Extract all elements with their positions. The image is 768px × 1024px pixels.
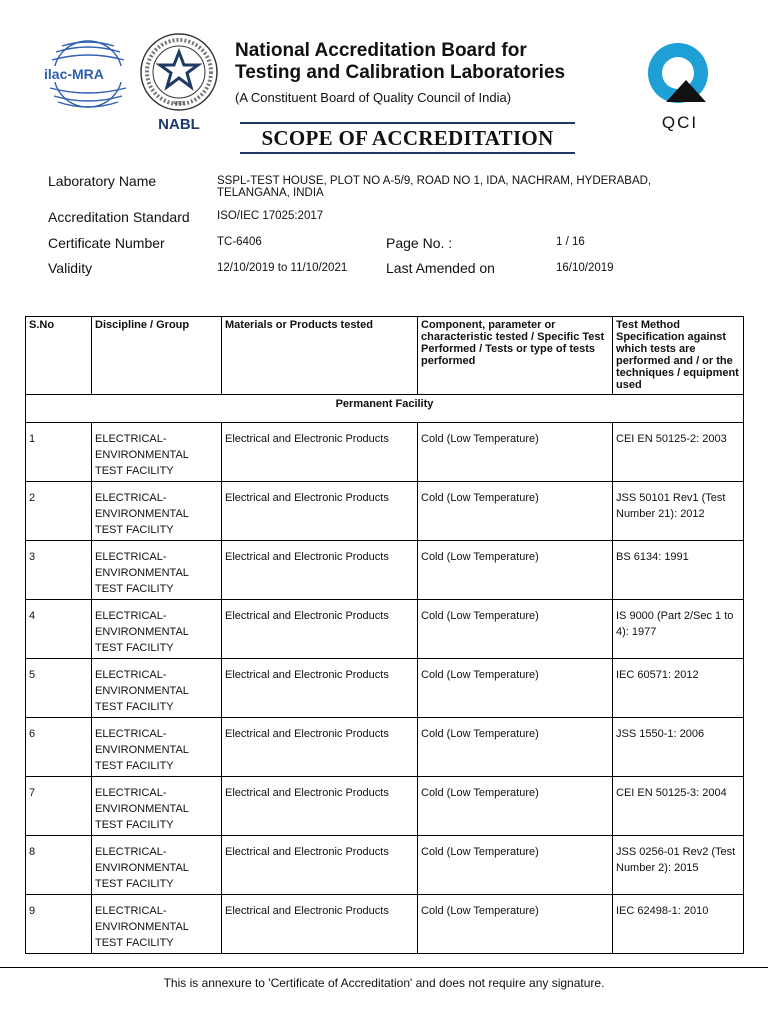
board-title-line1: National Accreditation Board for (235, 40, 527, 61)
certificate-label: Certificate Number (48, 235, 165, 251)
table-row (26, 541, 744, 600)
page-label: Page No. : (386, 235, 453, 251)
nabl-logo-text: NABL (158, 116, 200, 133)
cell-component: Cold (Low Temperature) (418, 659, 613, 718)
amended-value: 16/10/2019 (556, 262, 614, 274)
cell-group: ELECTRICAL-ENVIRONMENTAL TEST FACILITY (92, 659, 222, 718)
lab-name-line2: TELANGANA, INDIA (217, 187, 324, 199)
cell-sno: 3 (26, 541, 92, 600)
cell-group: ELECTRICAL-ENVIRONMENTAL TEST FACILITY (92, 541, 222, 600)
cell-sno: 7 (26, 777, 92, 836)
nabl-logo (138, 32, 220, 134)
cell-component: Cold (Low Temperature) (418, 718, 613, 777)
cell-sno: 4 (26, 600, 92, 659)
cell-group: ELECTRICAL-ENVIRONMENTAL TEST FACILITY (92, 482, 222, 541)
amended-label: Last Amended on (386, 260, 495, 276)
ilac-mra-logo (38, 38, 128, 110)
board-title-line2: Testing and Calibration Laboratories (235, 62, 566, 83)
table-row (26, 895, 744, 954)
footer-note: This is annexure to 'Certificate of Accreditation' and does not require any signature. (163, 976, 605, 990)
cell-component: Cold (Low Temperature) (418, 482, 613, 541)
table-row (26, 718, 744, 777)
cell-component: Cold (Low Temperature) (418, 423, 613, 482)
footer-divider (0, 967, 768, 968)
standard-label: Accreditation Standard (48, 209, 190, 225)
board-subtitle: (A Constituent Board of Quality Council of India) (235, 90, 512, 105)
cell-group: ELECTRICAL-ENVIRONMENTAL TEST FACILITY (92, 718, 222, 777)
scope-table (25, 316, 744, 954)
cell-group: ELECTRICAL-ENVIRONMENTAL TEST FACILITY (92, 777, 222, 836)
cell-component: Cold (Low Temperature) (418, 600, 613, 659)
cell-method: BS 6134: 1991 (613, 541, 744, 600)
cell-method: JSS 0256-01 Rev2 (Test Number 2): 2015 (613, 836, 744, 895)
cell-component: Cold (Low Temperature) (418, 895, 613, 954)
cell-sno: 6 (26, 718, 92, 777)
table-row (26, 600, 744, 659)
cell-group: ELECTRICAL-ENVIRONMENTAL TEST FACILITY (92, 600, 222, 659)
cell-group: ELECTRICAL-ENVIRONMENTAL TEST FACILITY (92, 895, 222, 954)
table-row (26, 836, 744, 895)
cell-material: Electrical and Electronic Products (222, 836, 418, 895)
cell-material: Electrical and Electronic Products (222, 423, 418, 482)
cell-material: Electrical and Electronic Products (222, 777, 418, 836)
table-row (26, 482, 744, 541)
cell-method: IEC 60571: 2012 (613, 659, 744, 718)
cell-material: Electrical and Electronic Products (222, 895, 418, 954)
cell-material: Electrical and Electronic Products (222, 541, 418, 600)
lab-name-value (217, 175, 651, 199)
cell-method: JSS 50101 Rev1 (Test Number 21): 2012 (613, 482, 744, 541)
table-row (26, 423, 744, 482)
cell-sno: 2 (26, 482, 92, 541)
cell-group: ELECTRICAL-ENVIRONMENTAL TEST FACILITY (92, 836, 222, 895)
lab-name-label: Laboratory Name (48, 173, 157, 189)
cell-sno: 8 (26, 836, 92, 895)
validity-value: 12/10/2019 to 11/10/2021 (217, 262, 348, 274)
header-materials: Materials or Products tested (222, 317, 418, 395)
board-title (235, 40, 635, 84)
cell-component: Cold (Low Temperature) (418, 777, 613, 836)
cell-method: IEC 62498-1: 2010 (613, 895, 744, 954)
header-component: Component, parameter or characteristic tested / Specific Test Performed / Tests or type of tests performed (418, 317, 613, 395)
ilac-logo-text: ilac-MRA (44, 66, 104, 82)
cell-material: Electrical and Electronic Products (222, 600, 418, 659)
cell-sno: 1 (26, 423, 92, 482)
cell-method: CEI EN 50125-2: 2003 (613, 423, 744, 482)
facility-label: Permanent Facility (26, 395, 744, 423)
header-discipline: Discipline / Group (92, 317, 222, 395)
cell-component: Cold (Low Temperature) (418, 836, 613, 895)
validity-label: Validity (48, 260, 93, 276)
table-row (26, 777, 744, 836)
table-row (26, 659, 744, 718)
cell-component: Cold (Low Temperature) (418, 541, 613, 600)
table-header-row (26, 317, 744, 395)
page-value: 1 / 16 (556, 236, 585, 248)
certificate-value: TC-6406 (217, 236, 262, 248)
qci-logo (640, 40, 720, 132)
scope-title: SCOPE OF ACCREDITATION (240, 122, 575, 154)
standard-value: ISO/IEC 17025:2017 (217, 210, 324, 222)
lab-name-line1: SSPL-TEST HOUSE, PLOT NO A-5/9, ROAD NO 1, IDA, NACHRAM, HYDERABAD, (217, 175, 652, 187)
cell-sno: 5 (26, 659, 92, 718)
nabl-seal-text: भारत (173, 100, 185, 107)
header-test-method: Test Method Specification against which tests are performed and / or the techniques / equipment used (613, 317, 744, 395)
cell-material: Electrical and Electronic Products (222, 718, 418, 777)
cell-material: Electrical and Electronic Products (222, 482, 418, 541)
qci-logo-text: QCI (661, 113, 699, 132)
cell-sno: 9 (26, 895, 92, 954)
header-sno: S.No (26, 317, 92, 395)
cell-method: CEI EN 50125-3: 2004 (613, 777, 744, 836)
facility-row (26, 395, 744, 423)
cell-material: Electrical and Electronic Products (222, 659, 418, 718)
cell-group: ELECTRICAL-ENVIRONMENTAL TEST FACILITY (92, 423, 222, 482)
cell-method: JSS 1550-1: 2006 (613, 718, 744, 777)
cell-method: IS 9000 (Part 2/Sec 1 to 4): 1977 (613, 600, 744, 659)
